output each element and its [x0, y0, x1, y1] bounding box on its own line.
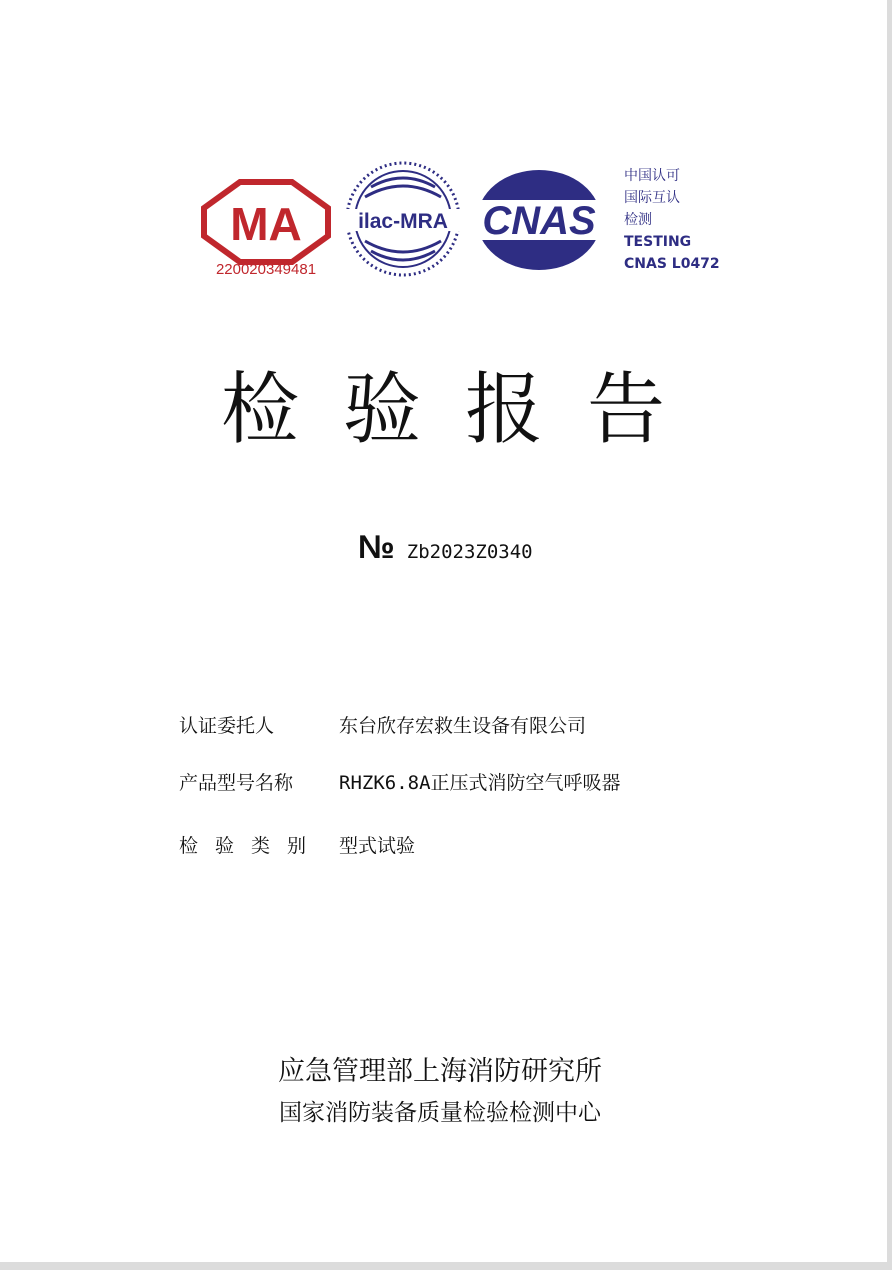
field-row-client [179, 709, 586, 739]
cnas-caption-line: 国际互认 [624, 190, 680, 206]
cnas-logo [473, 168, 606, 272]
page-edge-bottom [0, 1262, 892, 1270]
report-number [358, 528, 533, 568]
cnas-caption-line: TESTING [624, 234, 692, 250]
ilac-mra-logo [343, 157, 464, 281]
field-value: 型式试验 [339, 834, 416, 857]
cnas-caption [624, 165, 754, 275]
institution-name: 应急管理部上海消防研究所 [278, 1056, 602, 1087]
report-number-value: Zb2023Z0340 [406, 541, 533, 563]
ilac-logo-text: ilac-MRA [358, 210, 448, 233]
numero-sign: № [358, 528, 395, 565]
field-label: 认证委托人 [179, 714, 275, 737]
field-row-product [179, 766, 621, 796]
cnas-logo-text: CNAS [482, 199, 596, 243]
field-label: 产品型号名称 [179, 771, 294, 794]
field-value: RHZK6.8A正压式消防空气呼吸器 [339, 771, 621, 794]
report-title: 检验报告 [220, 365, 709, 455]
cma-logo [200, 178, 332, 278]
cma-number: 220020349481 [215, 261, 317, 278]
field-value: 东台欣存宏救生设备有限公司 [339, 714, 587, 737]
field-label: 检验类别 [179, 834, 324, 857]
field-row-category [179, 829, 415, 859]
cnas-caption-line: CNAS L0472 [624, 256, 720, 272]
cnas-caption-line: 中国认可 [624, 168, 680, 184]
cma-logo-text: MA [230, 198, 302, 250]
cnas-caption-line: 检测 [624, 212, 652, 228]
institution-center: 国家消防装备质量检验检测中心 [279, 1100, 601, 1126]
page-edge-right [887, 0, 892, 1270]
